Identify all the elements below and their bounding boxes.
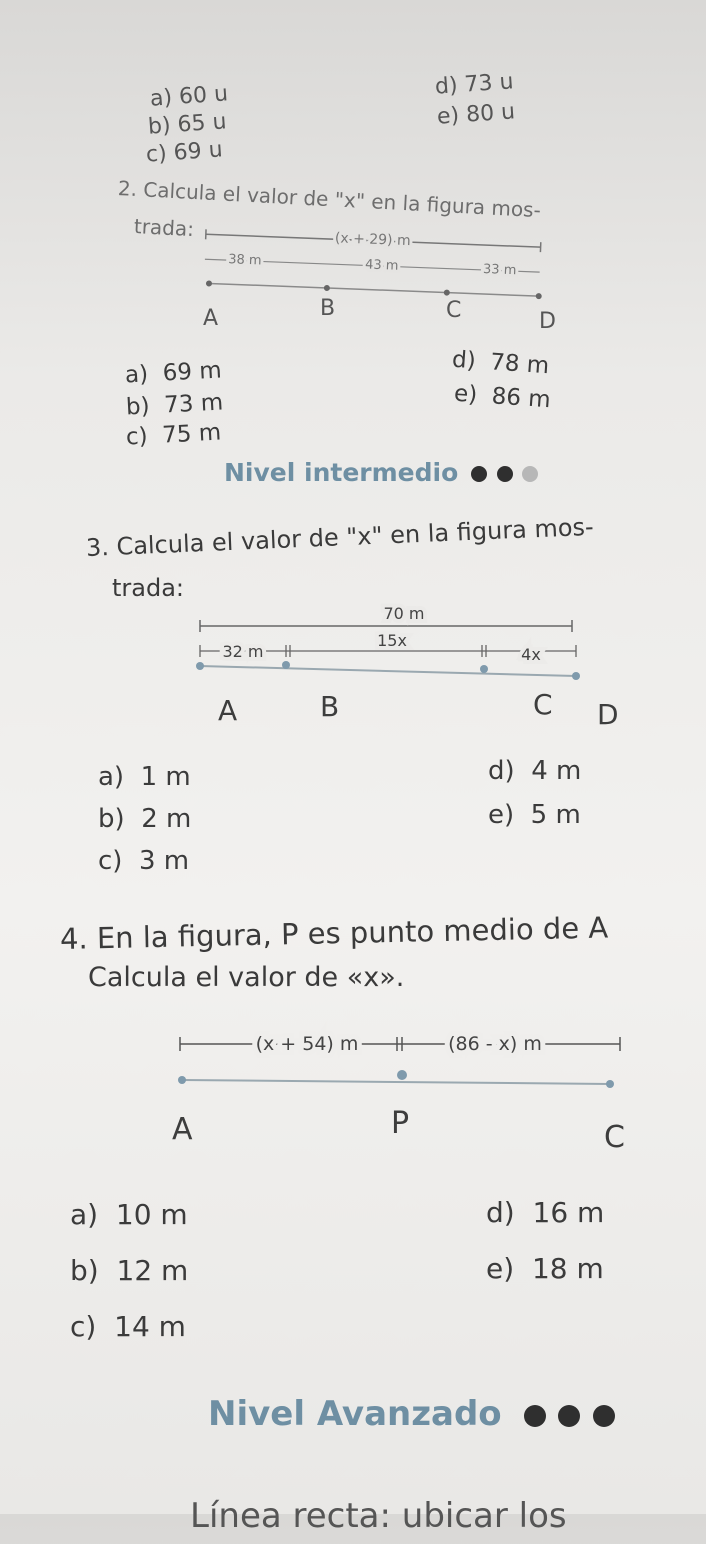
q3-option-a: a) 1 m	[98, 762, 191, 792]
q1-option-a: a) 60 u	[149, 81, 229, 111]
q2-label-b: B	[320, 296, 335, 321]
q2-option-a: a) 69 m	[124, 357, 222, 388]
level-intermediate-heading: Nivel intermedio	[224, 458, 538, 487]
q3-top-measure: 70 m	[383, 604, 424, 623]
q1-option-e: e) 80 u	[436, 99, 516, 129]
q4-prompt-line1: 4. En la figura, P es punto medio de A	[60, 911, 609, 956]
q3-seg-ab: 32 m	[222, 642, 263, 661]
q2-label-d: D	[539, 309, 556, 334]
q1-option-c: c) 69 u	[145, 137, 223, 167]
q3-option-c: c) 3 m	[98, 846, 189, 876]
footer-partial-text: Línea recta: ubicar los	[190, 1488, 567, 1514]
q1-option-b: b) 65 u	[147, 109, 227, 139]
q3-label-b: B	[320, 690, 339, 723]
q3-label-c: C	[533, 688, 553, 721]
q4-prompt-line2: Calcula el valor de «x».	[88, 962, 404, 993]
q2-seg-bc: 43 m	[365, 257, 399, 273]
q4-option-a: a) 10 m	[70, 1198, 188, 1231]
q3-prompt-line2: trada:	[112, 574, 184, 602]
q4-main-line	[182, 1080, 610, 1084]
q4-label-p: P	[391, 1106, 409, 1141]
q2-seg-cd: 33 m	[483, 262, 517, 278]
q4-option-e: e) 18 m	[486, 1252, 604, 1285]
q3-option-d: d) 4 m	[488, 756, 581, 786]
q2-label-a: A	[203, 306, 218, 331]
q3-label-a: A	[218, 694, 237, 727]
level-advanced-heading: Nivel Avanzado	[208, 1394, 615, 1434]
q1-option-d: d) 73 u	[434, 69, 514, 99]
q4-label-c: C	[604, 1120, 625, 1155]
level-dot-3	[593, 1405, 615, 1427]
q3-seg-cd: 4x	[521, 645, 541, 664]
q2-option-e: e) 86 m	[453, 381, 551, 414]
q4-point-c	[606, 1080, 614, 1088]
level-dot-2	[558, 1405, 580, 1427]
q4-seg-ap: (x + 54) m	[256, 1033, 359, 1055]
q4-option-c: c) 14 m	[70, 1310, 186, 1343]
q3-label-d: D	[597, 698, 619, 731]
q2-prompt-line2: trada:	[133, 214, 194, 241]
q3-option-e: e) 5 m	[488, 800, 581, 830]
q2-option-d: d) 78 m	[451, 347, 550, 380]
q2-seg-ab: 38 m	[228, 252, 262, 268]
q4-option-b: b) 12 m	[70, 1254, 188, 1287]
q2-option-c: c) 75 m	[125, 420, 221, 451]
q4-option-d: d) 16 m	[486, 1196, 604, 1229]
q3-prompt-line1: 3. Calcula el valor de "x" en la figura mos-	[85, 513, 594, 562]
q2-option-b: b) 73 m	[125, 389, 223, 420]
q2-prompt-line1: 2. Calcula el valor de "x" en la figura mos-	[117, 176, 541, 222]
q4-point-a	[178, 1076, 186, 1084]
q2-label-c: C	[446, 298, 461, 323]
q2-top-measure: (x + 29) m	[335, 230, 411, 249]
q3-option-b: b) 2 m	[98, 804, 191, 834]
q4-seg-pc: (86 - x) m	[448, 1033, 542, 1055]
level-dot-1	[524, 1405, 546, 1427]
q4-label-a: A	[172, 1112, 193, 1147]
q4-point-p	[397, 1070, 407, 1080]
q3-seg-bc: 15x	[377, 631, 407, 650]
